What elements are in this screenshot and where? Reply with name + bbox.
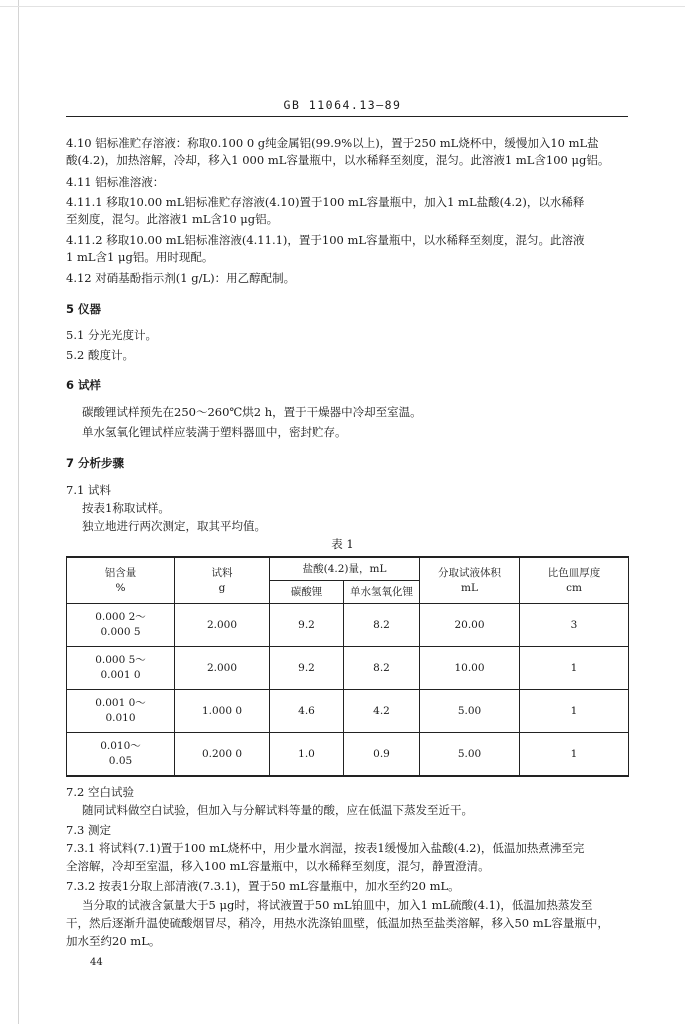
cell-al-range: [67, 733, 175, 777]
clause-4-10-line-2: 酸(4.2)，加热溶解，冷却，移入1 000 mL容量瓶中，以水稀释至刻度，混匀。此溶液1 mL含100 μg铝。: [66, 153, 610, 167]
header-acid-lioh: 单水氢氧化锂: [344, 581, 420, 604]
table-row: [67, 690, 629, 733]
cell-acid-lioh: 8.2: [344, 647, 420, 690]
clause-7-3-1-line-1: 7.3.1 将试料(7.1)置于100 mL烧杯中，用少量水润湿，按表1缓慢加入盐酸(4.2)，低温加热煮沸至完: [66, 841, 585, 855]
cell-volume: 20.00: [420, 604, 520, 647]
section-7-heading: 7 分析步骤: [66, 456, 125, 470]
clause-7-3-2-line-1: 7.3.2 按表1分取上部清液(7.3.1)，置于50 mL容量瓶中，加水至约20 mL。: [66, 879, 460, 893]
section-6-heading: 6 试样: [66, 378, 102, 392]
clause-7-1-title: 7.1 试料: [66, 483, 111, 497]
cell-volume: 5.00: [420, 733, 520, 777]
cell-volume: 5.00: [420, 690, 520, 733]
cell-mass: 2.000: [175, 604, 270, 647]
clause-7-3-2-para-line-3: 加水至约20 mL。: [66, 934, 161, 948]
clause-4-10-line-1: 4.10 铝标准贮存溶液：称取0.100 0 g纯金属铝(99.9%以上)，置于250 mL烧杯中，缓慢加入10 mL盐: [66, 136, 599, 150]
range-end: 0.010: [105, 712, 136, 724]
cell-al-range: [67, 690, 175, 733]
sample-table: [66, 556, 629, 777]
clause-7-3-2-para-line-2: 干，然后逐渐升温使硫酸烟冒尽，稍冷，用热水洗涤铂皿壁，低温加热至盐类溶解，移入50 mL容量瓶中，: [66, 916, 609, 930]
cell-volume: 10.00: [420, 647, 520, 690]
table-row: [67, 647, 629, 690]
clause-7-2-para: 随同试料做空白试验，但加入与分解试料等量的酸，应在低温下蒸发至近干。: [82, 803, 473, 817]
clause-4-11-1-line-2: 至刻度，混匀。此溶液1 mL含10 μg铝。: [66, 212, 279, 226]
cell-acid-li2co3: 9.2: [270, 604, 344, 647]
scan-edge-top: [0, 6, 685, 7]
table-caption: 表 1: [331, 537, 354, 551]
header-path-unit: cm: [566, 581, 582, 594]
cell-path: 1: [520, 647, 629, 690]
page-number: 44: [90, 957, 103, 968]
clause-7-3-title: 7.3 测定: [66, 823, 111, 837]
header-sample-label: 试料: [211, 566, 233, 579]
clause-5-1: 5.1 分光光度计。: [66, 328, 157, 342]
header-al-content: [67, 557, 175, 604]
clause-7-3-1-line-2: 全溶解，冷却至室温，移入100 mL容量瓶中，以水稀释至刻度，混匀，静置澄清。: [66, 859, 490, 873]
header-aliquot-label: 分取试液体积: [438, 566, 502, 579]
range-end: 0.000 5: [100, 626, 141, 638]
cell-path: 1: [520, 690, 629, 733]
cell-acid-lioh: 4.2: [344, 690, 420, 733]
table-header-row: [67, 557, 629, 581]
header-aliquot-unit: mL: [461, 581, 478, 594]
header-rule: [66, 116, 628, 117]
clause-5-2: 5.2 酸度计。: [66, 348, 134, 362]
header-sample: [175, 557, 270, 604]
cell-acid-lioh: 8.2: [344, 604, 420, 647]
cell-mass: 0.200 0: [175, 733, 270, 777]
cell-path: 1: [520, 733, 629, 777]
section-5-heading: 5 仪器: [66, 302, 102, 316]
table-row: [67, 733, 629, 777]
table-row: [67, 604, 629, 647]
cell-al-range: [67, 604, 175, 647]
clause-4-11-1-line-1: 4.11.1 移取10.00 mL铝标准贮存溶液(4.10)置于100 mL容量瓶中，加入1 mL盐酸(4.2)，以水稀释: [66, 195, 585, 209]
clause-4-11-2-line-2: 1 mL含1 μg铝。用时现配。: [66, 250, 214, 264]
clause-4-11-title: 4.11 铝标准溶液：: [66, 175, 165, 189]
clause-7-2-title: 7.2 空白试验: [66, 785, 134, 799]
range-start: 0.000 2～: [95, 611, 146, 623]
cell-acid-li2co3: 4.6: [270, 690, 344, 733]
clause-4-12: 4.12 对硝基酚指示剂(1 g/L)：用乙醇配制。: [66, 271, 296, 285]
range-start: 0.000 5～: [95, 654, 146, 666]
range-end: 0.05: [108, 755, 133, 767]
cell-mass: 1.000 0: [175, 690, 270, 733]
header-acid-li2co3: 碳酸锂: [270, 581, 344, 604]
header-path: [520, 557, 629, 604]
section-6-para-2: 单水氢氧化锂试样应装满于塑料器皿中，密封贮存。: [82, 425, 347, 439]
scan-edge-left: [18, 0, 19, 1024]
section-6-para-1: 碳酸锂试样预先在250～260℃烘2 h，置于干燥器中冷却至室温。: [82, 405, 422, 419]
header-sample-unit: g: [218, 581, 226, 594]
cell-path: 3: [520, 604, 629, 647]
header-aliquot: [420, 557, 520, 604]
range-start: 0.010～: [100, 740, 141, 752]
cell-mass: 2.000: [175, 647, 270, 690]
clause-4-11-2-line-1: 4.11.2 移取10.00 mL铝标准溶液(4.11.1)，置于100 mL容量瓶中，以水稀释至刻度，混匀。此溶液: [66, 233, 585, 247]
clause-7-3-2-para-line-1: 当分取的试液含氯量大于5 μg时，将试液置于50 mL铂皿中，加入1 mL硫酸(4.1)，低温加热蒸发至: [82, 898, 593, 912]
standard-code-header: GB 11064.13—89: [283, 98, 402, 112]
header-acid: 盐酸(4.2)量，mL: [270, 557, 420, 581]
header-al-content-label: 铝含量: [104, 566, 137, 579]
cell-acid-li2co3: 9.2: [270, 647, 344, 690]
clause-7-1-para-2: 独立地进行两次测定，取其平均值。: [82, 519, 266, 533]
range-start: 0.001 0～: [95, 697, 146, 709]
header-al-content-unit: %: [115, 581, 126, 594]
header-path-label: 比色皿厚度: [547, 566, 601, 579]
cell-acid-li2co3: 1.0: [270, 733, 344, 777]
clause-7-1-para-1: 按表1称取试样。: [82, 501, 170, 515]
cell-al-range: [67, 647, 175, 690]
cell-acid-lioh: 0.9: [344, 733, 420, 777]
range-end: 0.001 0: [100, 669, 141, 681]
